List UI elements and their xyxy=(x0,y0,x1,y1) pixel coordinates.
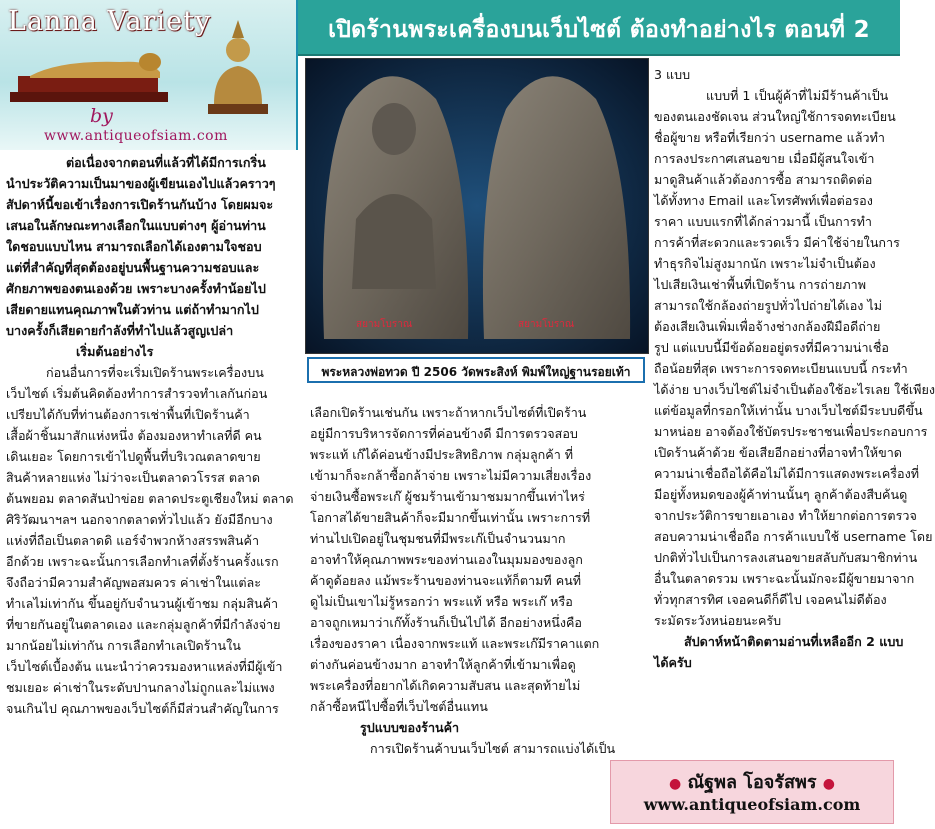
author-box xyxy=(610,760,894,824)
paragraph-line: ที่ขายกันอยู่ในตลาดเอง และกลุ่มลูกค้าที่มีกำลังจ่าย xyxy=(6,617,281,632)
logo-by: by xyxy=(90,105,113,127)
paragraph-line: การค้าที่สะดวกและรวดเร็ว มีค่าใช้จ่ายในการ xyxy=(654,235,900,250)
paragraph-line: มาหน่อย อาจต้องใช้บัตรประชาชนเพื่อประกอบการ xyxy=(654,424,928,439)
paragraph-line: ท่านไปเปิดอยู่ในชุมชนที่มีพระเก๊เป็นจำนวนมาก xyxy=(310,531,566,546)
paragraph-line: จ่ายเงินซื้อพระเก๊ ผู้ชมร้านเข้ามาชมมากขึ้นเท่าไหร่ xyxy=(310,489,585,504)
paragraph-line: การลงประกาศเสนอขาย เมื่อมีผู้สนใจเข้า xyxy=(654,151,875,166)
paragraph-line: อยู่มีการบริหารจัดการที่ค่อนข้างดี มีการตรวจสอบ xyxy=(310,426,578,441)
paragraph-line: ของตนเองชัดเจน ส่วนใหญ่ใช้การจดทะเบียน xyxy=(654,109,896,124)
paragraph-line: ทั่วทุกสารทิศ เจอคนดีก็ดีไป เจอคนไม่ดีต้อง xyxy=(654,592,887,607)
section-heading: เริ่มต้นอย่างไร xyxy=(76,344,154,359)
watermark-left: สยามโบราณ xyxy=(356,319,413,330)
paragraph-line: อาจทำให้คุณภาพพระของท่านเองในมุมมองของลูก xyxy=(310,552,583,567)
paragraph-line: ทำเลไม่เท่ากัน ขึ้นอยู่กับจำนวนผู้เข้าชม กลุ่มสินค้า xyxy=(6,596,279,611)
paragraph-line: ศักยภาพของตนเองด้วย เพราะบางครั้งทำน้อยไป xyxy=(6,281,266,296)
amulet-photo xyxy=(305,58,649,354)
paragraph-line: สัปดาห์นี้ขอเข้าเรื่องการเปิดร้านกันบ้าง โดยผมจะ xyxy=(6,197,274,212)
paragraph-line: ความน่าเชื่อถือได้คือไม่ได้มีการแสดงพระเครื่องที่ xyxy=(654,466,920,481)
section-heading: รูปแบบของร้านค้า xyxy=(360,720,460,735)
paragraph-line: ชมเยอะ ค่าเช่าในระดับปานกลางไม่ถูกและไม่แพง xyxy=(6,680,275,695)
article-title-bar xyxy=(298,0,900,56)
paragraph-line: เดินเยอะ โดยการเข้าไปดูพื้นที่บริเวณตลาดขาย xyxy=(6,449,261,464)
paragraph-line: ต่างกันค่อนข้างมาก อาจทำให้ลูกค้าที่เข้ามาเพื่อดู xyxy=(310,657,576,672)
paragraph-line: พระเครื่องที่อยากได้เกิดความสับสน และสุดท้ายไม่ xyxy=(310,678,581,693)
bullet-icon: ● xyxy=(668,776,682,792)
paragraph-line: ถือน้อยที่สุด เพราะการจดทะเบียนแบบนี้ กระทำ xyxy=(654,361,908,376)
paragraph-line: รูป แต่แบบนี้มีข้อด้อยอยู่ตรงที่มีความน่าเชื่อ xyxy=(654,340,889,355)
paragraph-line: แต่ที่สำคัญที่สุดต้องอยู่บนพื้นฐานความชอบและ xyxy=(6,260,260,275)
closing-line: สัปดาห์หน้าติดตามอ่านที่เหลืออีก 2 แบบ xyxy=(684,634,904,649)
article-title: เปิดร้านพระเครื่องบนเว็บไซต์ ต้องทำอย่างไร ตอนที่ 2 xyxy=(328,17,870,43)
paragraph-line: ชื่อผู้ขาย หรือที่เรียกว่า username แล้วทำ xyxy=(654,130,885,145)
paragraph-line: เว็บไซต์เบื้องต้น แนะนำว่าควรมองหาแหล่งที่มีผู้เข้า xyxy=(6,659,283,674)
paragraph-line: เปิดร้านค้าด้วย ข้อเสียอีกอย่างที่อาจทำให้ขาด xyxy=(654,445,902,460)
paragraph-line: ก่อนอื่นการที่จะเริ่มเปิดร้านพระเครื่องบน xyxy=(46,365,264,380)
paragraph-line: ใดชอบแบบไหน สามารถเลือกได้เองตามใจชอบ xyxy=(6,239,262,254)
author-name: ณัฐพล โอจรัสพร xyxy=(687,772,817,793)
paragraph-line: เสียดายแทนคุณภาพในตัวท่าน แต่ถ้าทำมากไป xyxy=(6,302,259,317)
author-name-row xyxy=(611,767,893,796)
author-website[interactable]: www.antiqueofsiam.com xyxy=(643,795,861,814)
photo-caption: พระหลวงพ่อทวด ปี 2506 วัดพระสิงห์ พิมพ์ใหญ่ฐานรอยเท้า xyxy=(321,365,631,379)
paragraph-line: สามารถใช้กล้องถ่ายรูปทั่วไปถ่ายได้เอง ไม่ xyxy=(654,298,883,313)
paragraph-line: ต้องเสียเงินเพิ่มเพื่อจ้างช่างกล้องฝีมือดีถ่าย xyxy=(654,319,881,334)
paragraph-line: ค้าดูด้อยลง แม้พระร้านของท่านจะแท้ก็ตามที คนที่ xyxy=(310,573,582,588)
paragraph-line: มีอยู่ทั้งหมดของผู้ค้าท่านนั้นๆ ลูกค้าต้องสืบค้นดู xyxy=(654,487,908,502)
paragraph-line: เลือกเปิดร้านเช่นกัน เพราะถ้าหากเว็บไซต์ที่เปิดร้าน xyxy=(310,405,587,420)
paragraph-line: เสื้อผ้าชิ้นมาสักแห่งหนึ่ง ต้องมองหาทำเลที่ดี คน xyxy=(6,428,262,443)
amulet-front-back-image xyxy=(306,59,648,353)
paragraph-line: เว็บไซต์ เริ่มต้นคิดต้องทำการสำรวจทำเลกันก่อน xyxy=(6,386,268,401)
paragraph-line: ต้นพยอม ตลาดสันป่าข่อย ตลาดประตูเชียงใหม่ ตลาด xyxy=(6,491,294,506)
paragraph-line: ได้ง่าย บางเว็บไซต์ไม่จำเป็นต้องใช้อะไรเลย ใช้เพียง xyxy=(654,382,935,397)
paragraph-line: โอกาสได้ขายสินค้าก็จะมีมากขึ้นเท่านั้น เพราะการที่ xyxy=(310,510,591,525)
paragraph-line: บางครั้งก็เสียดายกำลังที่ทำไปแล้วสูญเปล่า xyxy=(6,323,234,338)
paragraph-line: มากน้อยไม่เท่ากัน การเลือกทำเลเปิดร้านใน xyxy=(6,638,241,653)
paragraph-line: จากประวัติการขายเอาเอง ทำให้ยากต่อการตรวจ xyxy=(654,508,917,523)
paragraph-line: ปกติทั่วไปเป็นการลงเสนอขายสลับกับสมาชิกท่าน xyxy=(654,550,918,565)
text-column-2 xyxy=(310,402,648,759)
paragraph-line: สอบความน่าเชื่อถือ การค้าแบบใช้ username โดย xyxy=(654,529,933,544)
paragraph-line: อาจถูกเหมาว่าเก๊ทั้งร้านก็เป็นไปได้ อีกอย่างหนึ่งคือ xyxy=(310,615,582,630)
paragraph-line: เข้ามาก็จะกล้าซื้อกล้าจ่าย เพราะไม่มีความเสี่ยงเรื่อง xyxy=(310,468,592,483)
paragraph-line: มาดูสินค้าแล้วต้องการซื้อ สามารถติดต่อ xyxy=(654,172,873,187)
paragraph-line: กล้าซื้อหนีไปซื้อที่เว็บไซต์อื่นแทน xyxy=(310,699,488,714)
paragraph-line: แห่งที่ถือเป็นตลาดดิ แอร์จำพวกห้างสรรพสินค้า xyxy=(6,533,260,548)
paragraph-line: ศิริวัฒนาฯลฯ นอกจากตลาดทั่วไปแล้ว ยังมีอีกบาง xyxy=(6,512,273,527)
paragraph-line: สินค้าหลายแห่ง ไม่ว่าจะเป็นตลาดวโรรส ตลาด xyxy=(6,470,261,485)
paragraph-line: ได้ทั้งทาง Email และโทรศัพท์เพื่อต่อรอง xyxy=(654,193,873,208)
paragraph-line: จึงถือว่ามีความสำคัญพอสมควร ค่าเช่าในแต่ละ xyxy=(6,575,262,590)
paragraph-line: พระแท้ เก๊ได้ค่อนข้างมีประสิทธิภาพ กลุ่มลูกค้า ที่ xyxy=(310,447,574,462)
paragraph-line: อื่นในตลาดรวม เพราะฉะนั้นมักจะมีผู้ขายมาจาก xyxy=(654,571,915,586)
photo-caption-box xyxy=(307,357,645,383)
paragraph-line: ราคา แบบแรกที่ได้กล่าวมานี้ เป็นการทำ xyxy=(654,214,872,229)
paragraph-line: 3 แบบ xyxy=(654,67,691,82)
paragraph-line: นำประวัติความเป็นมาของผู้เขียนเองไปแล้วคราวๆ xyxy=(6,176,276,191)
watermark-right: สยามโบราณ xyxy=(518,319,575,330)
paragraph-line: การเปิดร้านค้าบนเว็บไซต์ สามารถแบ่งได้เป็น xyxy=(370,741,616,756)
paragraph-line: แบบที่ 1 เป็นผู้ค้าที่ไม่มีร้านค้าเป็น xyxy=(706,88,889,103)
paragraph-line: เรื่องของราคา เนื่องจากพระแท้ และพระเก๊มีราคาแตก xyxy=(310,636,600,651)
paragraph-line: ระมัดระวังหน่อยนะครับ xyxy=(654,613,782,628)
paragraph-line: จนเกินไป คุณภาพของเว็บไซต์ก็มีส่วนสำคัญในการ xyxy=(6,701,279,716)
paragraph-line: ต่อเนื่องจากตอนที่แล้วที่ได้มีการเกริ่น xyxy=(66,155,266,170)
text-column-3 xyxy=(654,64,935,673)
paragraph-line: อีกด้วย เพราะฉะนั้นการเลือกทำเลที่ตั้งร้านครั้งแรก xyxy=(6,554,279,569)
closing-line: ได้ครับ xyxy=(654,655,692,670)
paragraph-line: ทำธุรกิจไม่สูงมากนัก เพราะไม่จำเป็นต้อง xyxy=(654,256,876,271)
paragraph-line: เปรียบได้กับที่ท่านต้องการเช่าพื้นที่เปิดร้านค้า xyxy=(6,407,250,422)
paragraph-line: ไปเสียเงินเช่าพื้นที่เปิดร้าน การถ่ายภาพ xyxy=(654,277,867,292)
text-column-1 xyxy=(6,152,296,719)
paragraph-line: แต่ข้อมูลที่กรอกให้เท่านั้น บางเว็บไซต์มีระบบดีขึ้น xyxy=(654,403,923,418)
logo-panel xyxy=(0,0,298,150)
logo-url: www.antiqueofsiam.com xyxy=(44,128,228,144)
logo-title: Lanna Variety xyxy=(8,6,212,37)
paragraph-line: ดูไม่เป็นเขาไม่รู้หรอกว่า พระแท้ หรือ พระเก๊ หรือ xyxy=(310,594,573,609)
paragraph-line: เสนอในลักษณะทางเลือกในแบบต่างๆ ผู้อ่านท่าน xyxy=(6,218,266,233)
bullet-icon: ● xyxy=(822,776,835,792)
